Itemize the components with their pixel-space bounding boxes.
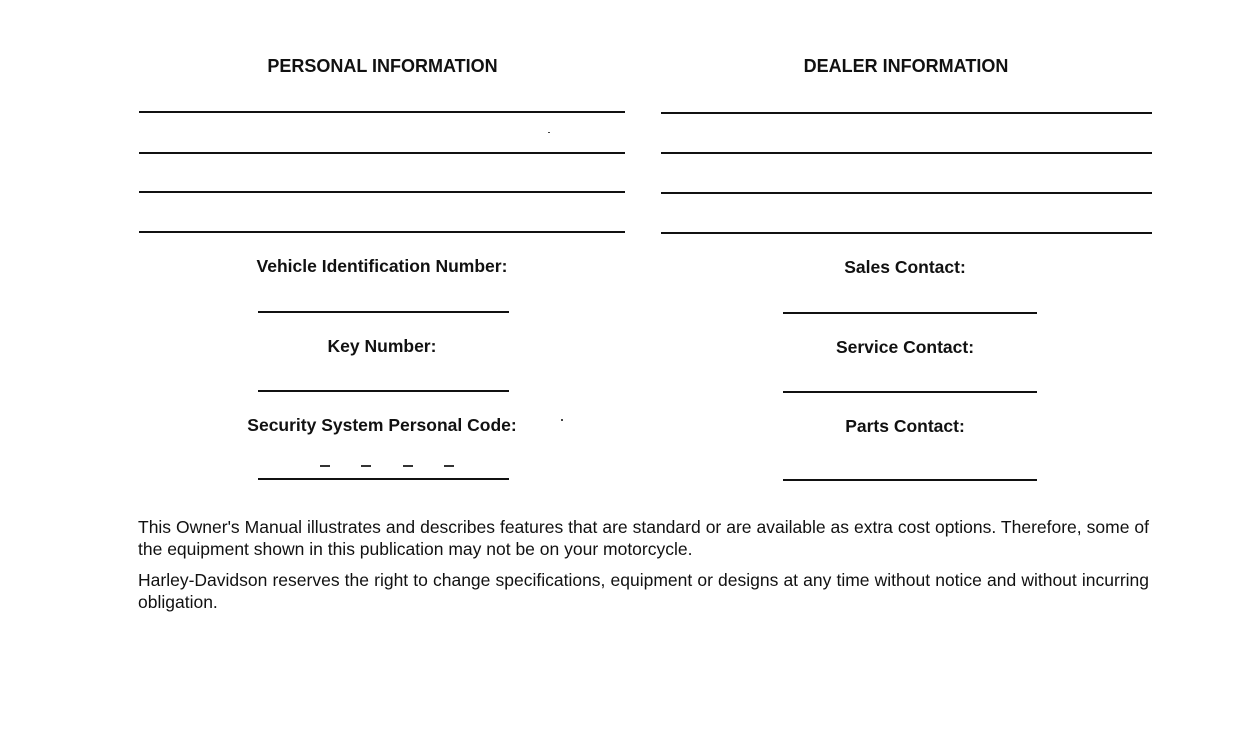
sales-contact-label: Sales Contact: <box>844 257 966 277</box>
parts-contact-field-line[interactable] <box>783 479 1037 481</box>
parts-contact-label: Parts Contact: <box>845 416 965 436</box>
security-code-digit-4[interactable] <box>444 465 454 467</box>
personal-info-line-2[interactable] <box>139 152 625 154</box>
service-contact-label: Service Contact: <box>835 337 975 357</box>
vin-label: Vehicle Identification Number: <box>256 256 508 276</box>
dealer-info-line-1[interactable] <box>661 112 1152 114</box>
scan-speck <box>548 132 550 133</box>
security-code-digit-1[interactable] <box>320 465 330 467</box>
security-code-field-line[interactable] <box>258 478 509 480</box>
security-code-label: Security System Personal Code: <box>247 415 517 435</box>
personal-info-line-4[interactable] <box>139 231 625 233</box>
security-code-digit-2[interactable] <box>361 465 371 467</box>
security-code-digit-3[interactable] <box>403 465 413 467</box>
dealer-info-line-2[interactable] <box>661 152 1152 154</box>
key-number-label: Key Number: <box>327 336 437 356</box>
personal-info-line-3[interactable] <box>139 191 625 193</box>
vin-field-line[interactable] <box>258 311 509 313</box>
equipment-disclaimer: This Owner's Manual illustrates and describes features that are standard or are available as extra cost options. Therefore, some of the equipment shown in this publication may not be on your motorcycle. <box>138 517 1149 559</box>
sales-contact-field-line[interactable] <box>783 312 1037 314</box>
service-contact-field-line[interactable] <box>783 391 1037 393</box>
dealer-info-line-4[interactable] <box>661 232 1152 234</box>
personal-info-line-1[interactable] <box>139 111 625 113</box>
scan-speck <box>561 419 563 421</box>
key-number-field-line[interactable] <box>258 390 509 392</box>
dealer-info-line-3[interactable] <box>661 192 1152 194</box>
personal-information-heading: PERSONAL INFORMATION <box>267 56 498 76</box>
specification-disclaimer: Harley-Davidson reserves the right to change specifications, equipment or designs at any time without notice and without incurring obligation. <box>138 570 1149 612</box>
dealer-information-heading: DEALER INFORMATION <box>803 56 1009 76</box>
